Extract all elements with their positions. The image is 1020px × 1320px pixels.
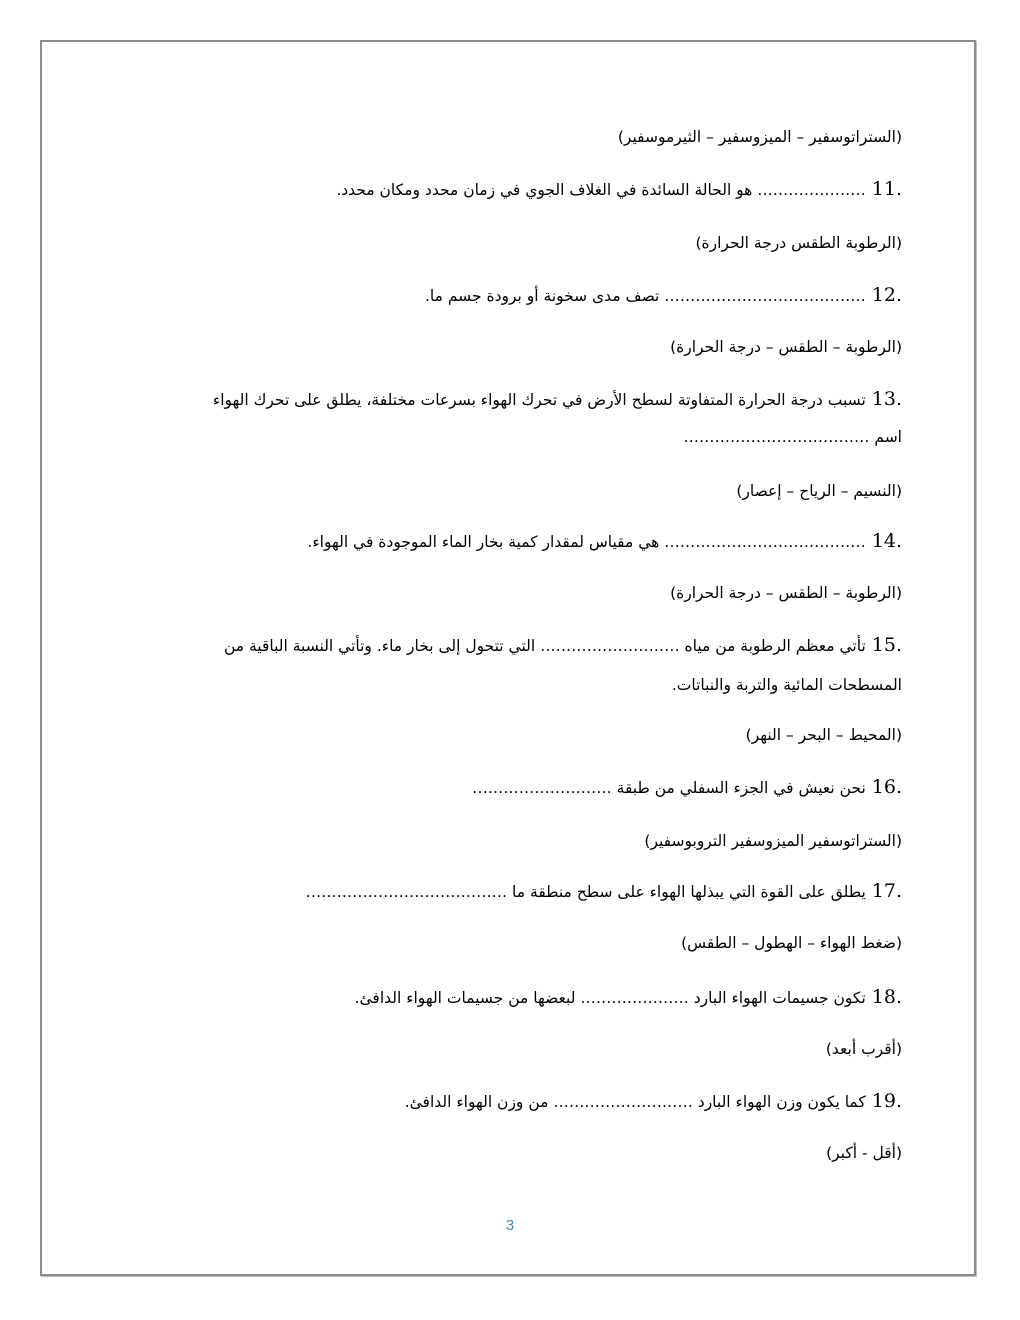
question-continuation: المسطحات المائية والتربة والنباتات. <box>671 676 902 694</box>
question-14 <box>100 530 902 553</box>
question-19 <box>100 1090 902 1113</box>
page-number: 3 <box>505 1217 515 1234</box>
choices-line: (الرطوبة الطقس درجة الحرارة) <box>695 234 902 252</box>
question-text: يطلق على القوة التي يبذلها الهواء على سطح منطقة ما ………………………………… <box>305 883 866 901</box>
question-number: 12. <box>871 284 902 306</box>
question-number: 13. <box>871 388 902 410</box>
question-number: 18. <box>871 986 902 1008</box>
choices-line: (أقرب أبعد) <box>825 1040 902 1058</box>
question-text: تكون جسيمات الهواء البارد ………………… لبعضها من جسيمات الهواء الدافئ. <box>354 989 866 1007</box>
question-11 <box>100 178 902 201</box>
choices-line: (الستراتوسفير الميزوسفير التروبوسفير) <box>644 832 902 850</box>
choices-line: (الرطوبة – الطقس – درجة الحرارة) <box>670 338 902 356</box>
choices-line: (المحيط – البحر – النهر) <box>745 726 902 744</box>
worksheet-content <box>100 0 902 1320</box>
question-17 <box>100 880 902 903</box>
question-13 <box>100 388 902 411</box>
question-text: ………………… هو الحالة السائدة في الغلاف الجوي في زمان محدد ومكان محدد. <box>336 181 866 199</box>
question-16 <box>100 776 902 799</box>
question-15 <box>100 634 902 657</box>
question-text: ………………………………… تصف مدى سخونة أو برودة جسم ما. <box>424 287 866 305</box>
question-text: تسبب درجة الحرارة المتفاوتة لسطح الأرض في تحرك الهواء بسرعات مختلفة، يطلق على تحرك الهواء <box>212 391 866 409</box>
question-number: 11. <box>871 178 902 200</box>
choices-line: (الرطوبة – الطقس – درجة الحرارة) <box>670 584 902 602</box>
question-number: 19. <box>871 1090 902 1112</box>
question-text: نحن نعيش في الجزء السفلي من طبقة ……………………… <box>472 779 866 797</box>
question-12 <box>100 284 902 307</box>
question-number: 17. <box>871 880 902 902</box>
question-number: 14. <box>871 530 902 552</box>
question-number: 15. <box>871 634 902 656</box>
choices-line: (الستراتوسفير – الميزوسفير – الثيرموسفير) <box>617 128 902 146</box>
question-18 <box>100 986 902 1009</box>
question-text: ………………………………… هي مقياس لمقدار كمية بخار الماء الموجودة في الهواء. <box>307 533 866 551</box>
choices-line: (ضغط الهواء – الهطول – الطقس) <box>681 934 902 952</box>
choices-line: (أقل - أكبر) <box>826 1144 902 1162</box>
question-continuation: اسم ……………………………… <box>683 428 902 446</box>
question-text: كما يكون وزن الهواء البارد ……………………… من وزن الهواء الدافئ. <box>404 1093 866 1111</box>
question-text: تأتي معظم الرطوبة من مياه ……………………… التي تتحول إلى بخار ماء. وتأتي النسبة الباقية من <box>223 637 866 655</box>
question-number: 16. <box>871 776 902 798</box>
choices-line: (النسيم – الرياح – إعصار) <box>736 482 902 500</box>
